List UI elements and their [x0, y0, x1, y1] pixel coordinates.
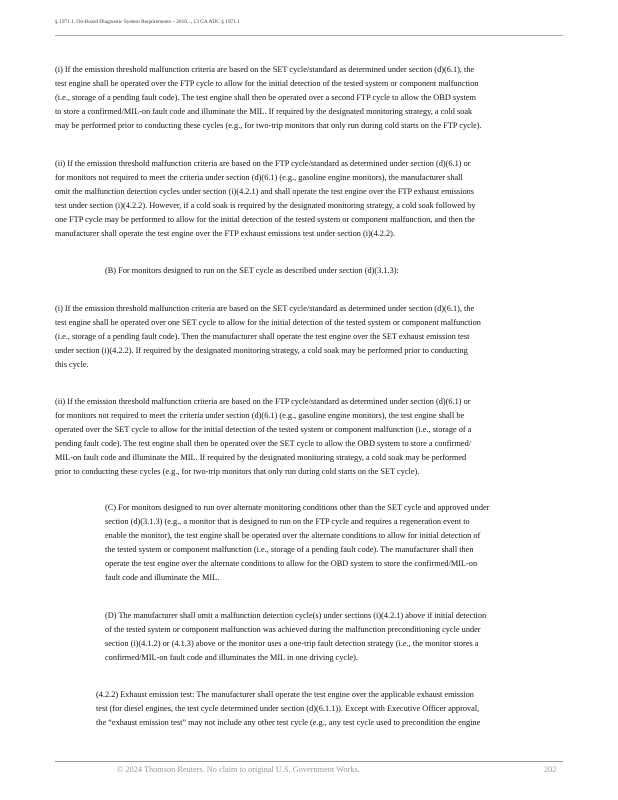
paragraph-line: (i.e., storage of a pending fault code). The test engine shall then be operated over a second FTP cycle to allow the OBD system	[55, 93, 476, 102]
paragraph-line: (i.e., storage of a pending fault code). Then the manufacturer shall operate the test engine over the SET exhaust emission test	[55, 332, 470, 341]
paragraph-b-ii	[55, 395, 471, 479]
paragraph-line: (ii) If the emission threshold malfunction criteria are based on the FTP cycle/standard as determined under section (d)(6.1) or	[55, 159, 471, 168]
paragraph-line: pending fault code). The test engine shall then be operated over the SET cycle to allow the OBD system to store a confirmed/	[55, 439, 472, 448]
paragraph-line: test engine shall be operated over the FTP cycle to allow for the initial detection of the tested system or component malfunction	[55, 79, 479, 88]
paragraph-line: this cycle.	[55, 360, 89, 369]
paragraph-a-ii	[55, 157, 476, 241]
page-number: 202	[544, 765, 557, 774]
paragraph-line: (4.2.2) Exhaust emission test: The manufacturer shall operate the test engine over the applicable exhaust emission	[96, 690, 474, 699]
paragraph-line: for monitors not required to meet the criteria under section (d)(6.1) (e.g., gasoline engine monitors), the manufacturer shall	[55, 173, 463, 182]
paragraph-line: one FTP cycle may be performed to allow for the initial detection of the tested system or component malfunction, and then the	[55, 215, 475, 224]
paragraph-line: enable the monitor), the test engine shall be operated over the alternate conditions to allow for initial detection of	[105, 531, 481, 540]
paragraph-line: the tested system or component malfunction (i.e., storage of a pending fault code). The manufacturer shall then	[105, 545, 474, 554]
paragraph-line: omit the malfunction detection cycles under section (i)(4.2.1) and shall operate the test engine over the FTP exhaust emissions	[55, 187, 475, 196]
paragraph-line: of the tested system or component malfunction was achieved during the malfunction preconditioning cycle under	[105, 625, 481, 634]
paragraph-line: fault code and illuminate the MIL.	[105, 573, 220, 582]
header-divider	[55, 35, 563, 36]
paragraph-line: for monitors not required to meet the criteria under section (d)(6.1) (e.g., gasoline engine monitors), the test engine shall be	[55, 411, 465, 420]
paragraph-line: (i) If the emission threshold malfunction criteria are based on the SET cycle/standard as determined under section (d)(6.1), the	[55, 304, 475, 313]
paragraph-a-i	[55, 63, 482, 133]
paragraph-line: operate the test engine over the alternate conditions to allow for the OBD system to store the confirmed/MIL-on	[105, 559, 478, 568]
paragraph-line: confirmed/MIL-on fault code and illuminates the MIL in one driving cycle).	[105, 653, 358, 662]
paragraph-line: test under section (i)(4.2.2). However, if a cold soak is required by the designated monitoring strategy, a cold soak followed by	[55, 201, 476, 210]
footer-divider	[55, 761, 563, 762]
footer-copyright: © 2024 Thomson Reuters. No claim to original U.S. Government Works.	[117, 765, 360, 774]
paragraph-line: (D) The manufacturer shall omit a malfunction detection cycle(s) under sections (i)(4.2.1) above if initial detection	[105, 611, 487, 620]
paragraph-b-i	[55, 302, 481, 372]
paragraph-s-4-2-2	[96, 688, 480, 730]
paragraph-d	[105, 609, 486, 665]
paragraph-line: (B) For monitors designed to run on the SET cycle as described under section (d)(3.1.3):	[105, 266, 399, 275]
paragraph-line: (C) For monitors designed to run over alternate monitoring conditions other than the SET cycle and approved under	[105, 503, 490, 512]
paragraph-line: test (for diesel engines, the test cycle determined under section (d)(6.1.1)). Except with Executive Officer approval,	[96, 704, 480, 713]
paragraph-line: section (i)(4.1.2) or (4.1.3) above or the monitor uses a one-trip fault detection strategy (i.e., the monitor stores a	[105, 639, 479, 648]
paragraph-line: section (d)(3.1.3) (e.g., a monitor that is designed to run on the FTP cycle and requires a regeneration event to	[105, 517, 470, 526]
paragraph-line: may be performed prior to conducting these cycles (e.g., for two-trip monitors that only run during cold starts on the FTP cycle).	[55, 121, 482, 130]
paragraph-line: operated over the SET cycle to allow for the initial detection of the tested system or component malfunction (i.e., storage of a	[55, 425, 472, 434]
paragraph-b	[105, 264, 399, 278]
paragraph-line: (i) If the emission threshold malfunction criteria are based on the SET cycle/standard as determined under section (d)(6.1), the	[55, 65, 475, 74]
running-header: § 1971.1. On-Board Diagnostic System Requirements – 2010..., 13 CA ADC § 1971.1	[55, 19, 240, 25]
paragraph-line: MIL-on fault code and illuminate the MIL. If required by the designated monitoring strategy, a cold soak may be performed	[55, 453, 467, 462]
paragraph-line: the “exhaust emission test” may not include any other test cycle (e.g., any test cycle used to precondition the engine	[96, 718, 481, 727]
paragraph-c	[105, 501, 489, 585]
paragraph-line: manufacturer shall operate the test engine over the FTP exhaust emissions test under section (i)(4.2.2).	[55, 229, 395, 238]
paragraph-line: (ii) If the emission threshold malfunction criteria are based on the FTP cycle/standard as determined under section (d)(6.1) or	[55, 397, 471, 406]
paragraph-line: under section (i)(4.2.2). If required by the designated monitoring strategy, a cold soak may be performed prior to conducting	[55, 346, 468, 355]
paragraph-line: to store a confirmed/MIL-on fault code and illuminate the MIL. If required by the designated monitoring strategy, a cold soak	[55, 107, 473, 116]
paragraph-line: test engine shall be operated over one SET cycle to allow for the initial detection of the tested system or component malfunction	[55, 318, 481, 327]
paragraph-line: prior to conducting these cycles (e.g., for two-trip monitors that only run during cold starts on the SET cycle).	[55, 467, 420, 476]
